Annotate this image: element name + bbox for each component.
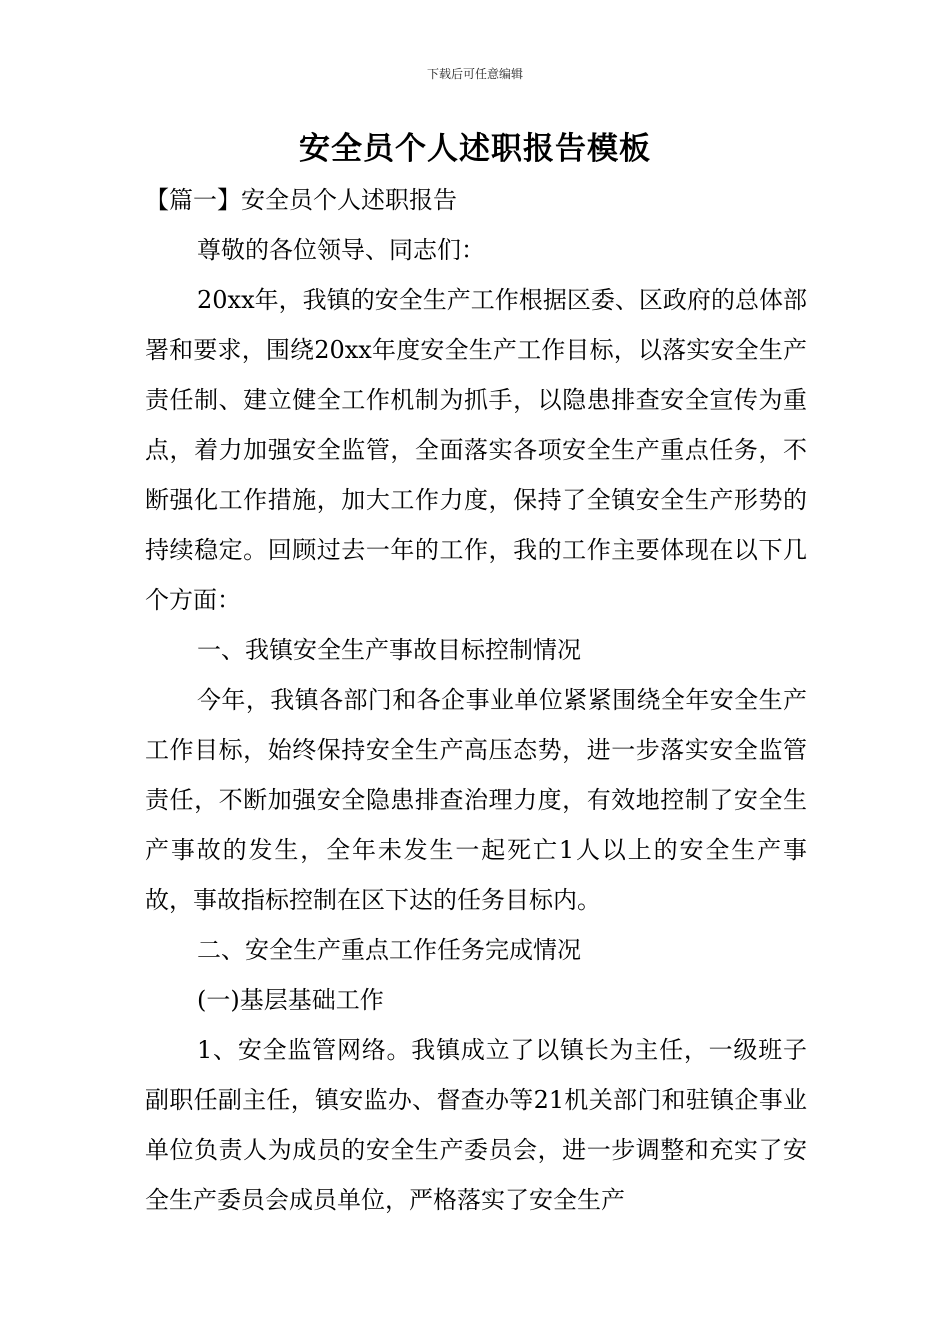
paragraph-salutation: 尊敬的各位领导、同志们： (197, 236, 485, 264)
subheading-key-tasks: 二、安全生产重点工作任务完成情况 (197, 936, 581, 964)
paragraph-intro: 20xx年，我镇的安全生产工作根据区委、区政府的总体部署和要求，围绕20xx年度安全生产工作目标，以落实安全生产责任制、建立健全工作机制为抓手，以隐患排查安全宣传为重点，着力加强安全监管，全面落实各项安全生产重点任务，不断强化工作措施，加大工作力度，保持了全镇安全生产形势的持续稳定。回顾过去一年的工作，我的工作主要体现在以下几个方面： (145, 286, 807, 614)
header-note: 下载后可任意编辑 (426, 67, 523, 81)
subheading-grassroots: (一)基层基础工作 (197, 986, 384, 1014)
document-body (145, 175, 807, 1225)
paragraph-accident-control: 今年，我镇各部门和各企事业单位紧紧围绕全年安全生产工作目标，始终保持安全生产高压态势，进一步落实安全监管责任，不断加强安全隐患排查治理力度，有效地控制了安全生产事故的发生，全年未发生一起死亡1人以上的安全生产事故，事故指标控制在区下达的任务目标内。 (145, 686, 807, 914)
subheading-accident-control: 一、我镇安全生产事故目标控制情况 (197, 636, 581, 664)
section-heading: 【篇一】安全员个人述职报告 (145, 186, 457, 214)
paragraph-supervision-network: 1、安全监管网络。我镇成立了以镇长为主任，一级班子副职任副主任，镇安监办、督查办等21机关部门和驻镇企事业单位负责人为成员的安全生产委员会，进一步调整和充实了安全生产委员会成员单位，严格落实了安全生产 (145, 1036, 807, 1214)
document-title: 安全员个人述职报告模板 (299, 131, 651, 167)
